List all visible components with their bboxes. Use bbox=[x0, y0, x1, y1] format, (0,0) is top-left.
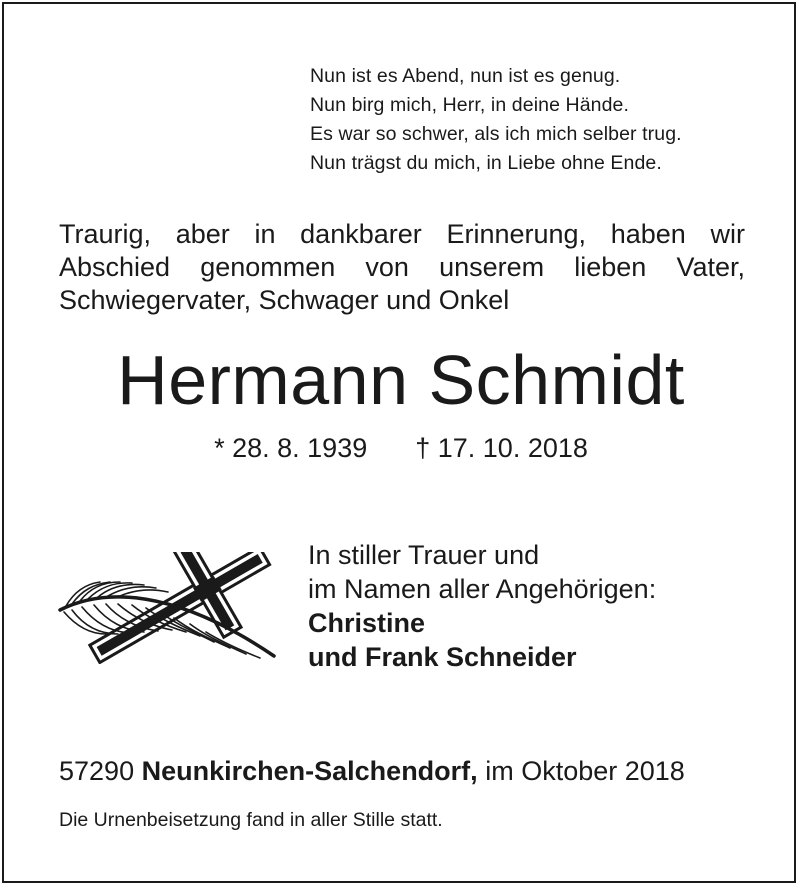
mourners-line: im Namen aller Angehörigen: bbox=[308, 574, 657, 604]
obituary-notice bbox=[2, 2, 796, 883]
mourner-name: und Frank Schneider bbox=[308, 642, 577, 672]
place-date-line bbox=[59, 754, 759, 788]
mourners-block bbox=[308, 538, 748, 674]
cross-with-palm-frond-icon bbox=[54, 552, 278, 664]
intro-text bbox=[59, 218, 745, 317]
poem-line: Nun birg mich, Herr, in deine Hände. bbox=[310, 94, 630, 116]
intro-line: Schwiegervater, Schwager und Onkel bbox=[59, 285, 510, 315]
burial-note: Die Urnenbeisetzung fand in aller Stille statt. bbox=[59, 809, 443, 831]
poem-line: Es war so schwer, als ich mich selber trug. bbox=[310, 123, 682, 145]
deceased-name: Hermann Schmidt bbox=[117, 341, 685, 419]
town: Neunkirchen-Salchendorf, bbox=[141, 756, 478, 786]
notice-date: im Oktober 2018 bbox=[485, 756, 685, 786]
poem bbox=[310, 62, 770, 178]
birth-date: * 28. 8. 1939 bbox=[214, 433, 368, 463]
intro-line: Traurig, aber in dankbarer Erinnerung, haben wir bbox=[59, 219, 745, 249]
poem-line: Nun trägst du mich, in Liebe ohne Ende. bbox=[310, 152, 662, 174]
postcode: 57290 bbox=[59, 756, 135, 786]
poem-line: Nun ist es Abend, nun ist es genug. bbox=[310, 65, 621, 87]
intro-line: Abschied genommen von unserem lieben Vater, bbox=[59, 252, 745, 282]
mourner-name: Christine bbox=[308, 608, 426, 638]
mourners-line: In stiller Trauer und bbox=[308, 540, 540, 570]
death-date: † 17. 10. 2018 bbox=[415, 433, 588, 463]
life-dates bbox=[4, 432, 798, 464]
